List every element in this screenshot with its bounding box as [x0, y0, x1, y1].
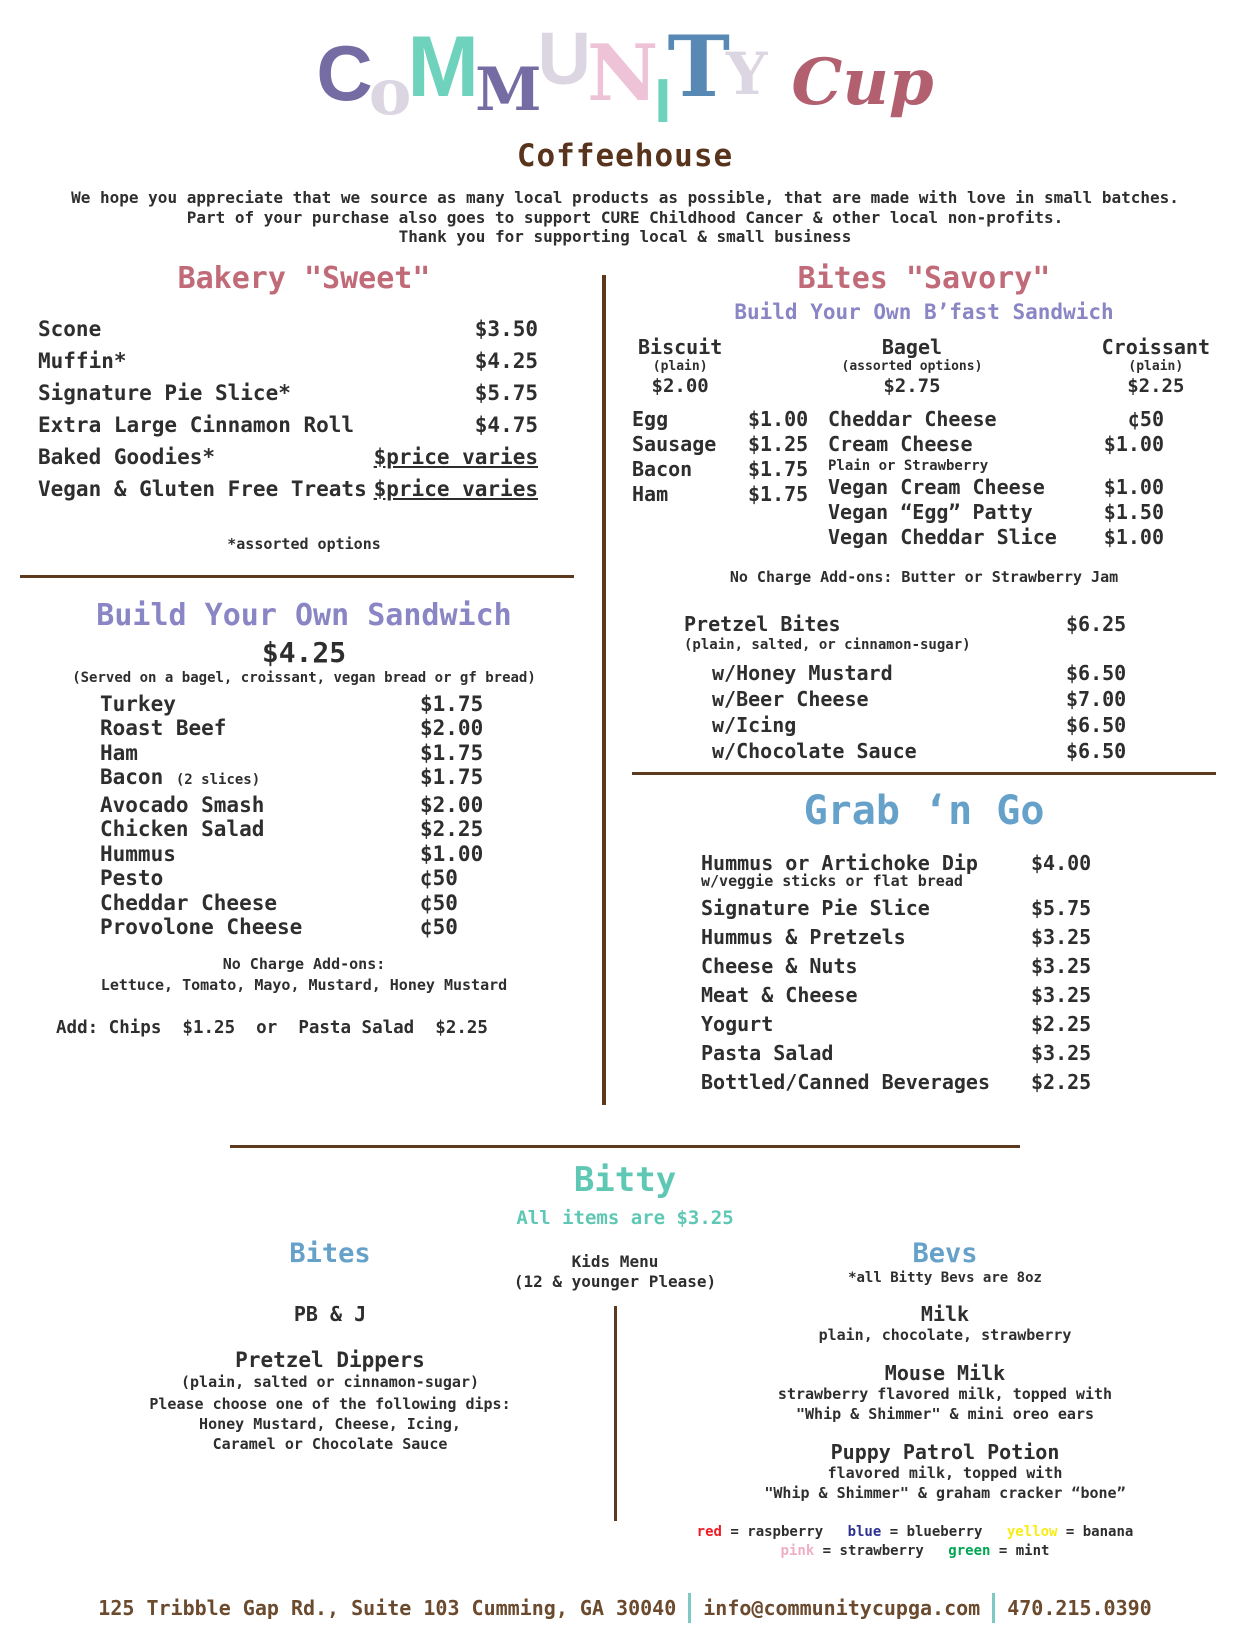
bread-note: (assorted options)	[841, 358, 983, 374]
bitty-kids-column	[505, 1238, 725, 1562]
menu-item	[34, 473, 574, 505]
item-name: Sausage	[632, 431, 717, 456]
bread-price: $2.75	[883, 374, 941, 397]
footer-separator	[688, 1593, 691, 1623]
color-word: yellow	[1006, 1524, 1058, 1540]
logo-subtitle: Coffeehouse	[516, 138, 734, 174]
bread-price: $2.25	[1127, 374, 1185, 397]
menu-item	[632, 482, 810, 507]
color-key-entry	[697, 1524, 823, 1540]
bread-option	[842, 335, 983, 397]
item-name: Puppy Patrol Potion	[830, 1440, 1060, 1464]
savory-addons	[632, 407, 1216, 550]
intro-line: Part of your purchase also goes to support CURE Childhood Cancer & other local non-profits.	[186, 207, 1064, 227]
item-price: $3.25	[1031, 924, 1092, 949]
item-name: Muffin*	[38, 348, 127, 373]
item-price: $1.00	[1103, 474, 1164, 499]
equals-sign: =	[881, 1524, 907, 1540]
menu-item	[701, 1039, 1093, 1068]
menu-item	[100, 842, 492, 867]
bakery-footnote: *assorted options	[227, 534, 381, 553]
item-note: Please choose one of the following dips:	[149, 1394, 511, 1413]
kids-menu-line: Kids Menu	[571, 1251, 659, 1271]
item-price: $price varies	[373, 476, 538, 501]
item-price: $2.25	[420, 817, 484, 841]
footer-separator	[992, 1593, 995, 1623]
item-price: $price varies	[373, 444, 538, 469]
item-price: $2.00	[420, 716, 484, 740]
menu-item	[34, 409, 574, 441]
phone: 470.215.0390	[1007, 1596, 1152, 1620]
item-name: w/Icing	[712, 712, 797, 737]
bitty-title: Bitty	[573, 1159, 677, 1200]
item-name: Mouse Milk	[884, 1361, 1006, 1385]
item-price: $5.75	[1031, 895, 1092, 920]
menu-item	[828, 407, 1164, 432]
bevs-note: *all Bitty Bevs are 8oz	[848, 1269, 1042, 1286]
flavor-name: banana	[1082, 1524, 1134, 1540]
item-price: ¢50	[420, 890, 458, 915]
menu-item	[701, 981, 1093, 1010]
bread-option	[1102, 335, 1210, 397]
flavor-name: raspberry	[747, 1524, 824, 1540]
menu-item	[701, 1068, 1093, 1097]
item-price: $4.25	[474, 348, 538, 373]
menu-item	[684, 612, 1128, 637]
flavor-name: strawberry	[839, 1543, 924, 1559]
item-price: $6.50	[1066, 660, 1127, 685]
flavor-name: blueberry	[906, 1524, 983, 1540]
logo-script-cup: Cup	[791, 45, 934, 120]
item-name: Baked Goodies*	[38, 444, 216, 469]
bev-item	[725, 1440, 1165, 1503]
color-word: red	[696, 1524, 722, 1540]
bread-note: (plain)	[652, 358, 708, 374]
item-note: w/veggie sticks or flat bread	[701, 871, 963, 890]
item-detail: (2 slices)	[175, 772, 261, 788]
item-price: $1.00	[420, 841, 484, 866]
item-name: Cheese & Nuts	[701, 953, 858, 978]
item-name: Cheddar Cheese	[828, 406, 997, 431]
menu-item	[34, 441, 574, 473]
menu-columns	[0, 261, 1250, 1105]
item-price: $5.75	[474, 380, 538, 405]
menu-item	[684, 660, 1128, 686]
menu-item	[828, 500, 1164, 525]
item-price: $3.25	[1031, 982, 1092, 1007]
item-price: $1.75	[748, 456, 809, 481]
item-price: ¢50	[420, 915, 458, 939]
color-key-line	[665, 1523, 1165, 1542]
equals-sign: =	[814, 1543, 840, 1559]
item-name: Egg	[632, 406, 669, 431]
intro-line: We hope you appreciate that we source as many local products as possible, that are made with love in small batches.	[71, 188, 1179, 207]
color-key-entry	[1007, 1524, 1133, 1540]
menu-item	[684, 738, 1128, 764]
menu-item	[828, 475, 1164, 500]
item-name: Cheddar Cheese	[100, 890, 278, 915]
no-charge-title: No Charge Add-ons:	[222, 954, 386, 973]
color-word: pink	[780, 1543, 815, 1559]
horizontal-divider	[230, 1145, 1020, 1148]
item-name: Bacon	[632, 456, 693, 481]
item-name: Pretzel Bites	[684, 611, 841, 636]
menu-item	[100, 891, 492, 916]
item-name: Ham	[632, 481, 669, 506]
bev-item	[725, 1302, 1165, 1346]
left-column	[34, 261, 574, 1105]
item-name: w/Honey Mustard	[712, 660, 893, 685]
bitty-columns	[0, 1238, 1250, 1562]
item-price: $3.25	[1031, 1040, 1092, 1065]
right-column	[632, 261, 1216, 1105]
item-note: Honey Mustard, Cheese, Icing,	[199, 1414, 461, 1433]
item-name: Milk	[920, 1301, 970, 1326]
item-name: Meat & Cheese	[701, 982, 858, 1007]
bread-option	[638, 335, 722, 397]
color-key-entry	[781, 1543, 924, 1559]
section-bites-savory	[632, 261, 1216, 764]
grab-n-go-title: Grab ‘n Go	[803, 787, 1045, 834]
item-description: "Whip & Shimmer" & graham cracker “bone”	[764, 1483, 1126, 1502]
intro-line: Thank you for supporting local & small business	[398, 227, 852, 246]
item-price: $1.00	[1103, 524, 1164, 549]
item-note: Caramel or Chocolate Sauce	[212, 1434, 448, 1453]
item-note: (plain, salted, or cinnamon-sugar)	[684, 636, 971, 653]
bitty-bites-title: Bites	[289, 1237, 371, 1269]
logo-letter: M	[475, 55, 542, 125]
item-name: Hummus	[100, 841, 176, 866]
item-description: flavored milk, topped with	[827, 1464, 1063, 1482]
item-name: Turkey	[100, 691, 176, 716]
menu-item	[684, 686, 1128, 712]
item-name: Pesto	[100, 866, 164, 890]
color-key-entry	[948, 1543, 1049, 1559]
equals-sign: =	[1057, 1524, 1083, 1540]
item-name: Signature Pie Slice*	[38, 380, 291, 405]
menu-item	[828, 432, 1164, 457]
bev-item	[725, 1361, 1165, 1424]
protein-list	[632, 407, 810, 550]
bakery-list	[34, 313, 574, 505]
pretzel-variants	[684, 660, 1128, 764]
item-price: $1.00	[748, 406, 809, 431]
color-word: blue	[847, 1524, 882, 1540]
menu-item	[100, 793, 492, 818]
byo-title: Build Your Own Sandwich	[96, 597, 512, 633]
item-price: $1.75	[420, 765, 484, 789]
menu-item	[632, 432, 810, 457]
menu-item	[701, 894, 1093, 923]
equals-sign: =	[721, 1524, 748, 1540]
item-name: Scone	[38, 316, 102, 341]
item-name: Provolone Cheese	[100, 915, 303, 939]
cheese-list	[828, 407, 1216, 550]
kids-menu-label	[505, 1252, 725, 1292]
bread-name: Biscuit	[638, 334, 723, 359]
item-price: $3.50	[474, 316, 538, 341]
section-bitty	[0, 1160, 1250, 1562]
intro-text	[0, 188, 1250, 247]
item-name: Bacon	[100, 765, 164, 789]
logo-letter: M	[407, 19, 480, 115]
email: info@communitycupga.com	[703, 1596, 981, 1620]
item-price: $6.50	[1066, 738, 1127, 763]
item-name: Vegan & Gluten Free Treats	[38, 476, 367, 501]
savory-title: Bites "Savory"	[797, 260, 1051, 296]
bread-name: Croissant	[1101, 334, 1210, 359]
byo-note: (Served on a bagel, croissant, vegan bread or gf bread)	[72, 669, 536, 686]
menu-item	[34, 345, 574, 377]
item-price: $6.25	[1066, 611, 1127, 636]
kids-menu-line: (12 & younger Please)	[513, 1271, 717, 1291]
menu-item	[100, 741, 492, 766]
item-price: $1.25	[748, 431, 809, 456]
item-name: Roast Beef	[100, 716, 227, 740]
logo-letter: N	[586, 28, 659, 119]
menu-item: PB & J	[293, 1301, 367, 1326]
item-name: w/Chocolate Sauce	[712, 738, 917, 763]
item-note: (plain, salted or cinnamon-sugar)	[180, 1372, 479, 1391]
item-name: Extra Large Cinnamon Roll	[38, 412, 355, 437]
menu-item	[701, 1010, 1093, 1039]
item-name: Hummus & Pretzels	[701, 924, 906, 949]
item-name: Vegan “Egg” Patty	[828, 499, 1033, 524]
vertical-divider	[602, 275, 606, 1105]
item-name: Hummus or Artichoke Dip	[701, 850, 978, 875]
item-price: $3.25	[1031, 953, 1092, 978]
color-key-line	[665, 1542, 1165, 1561]
logo	[0, 0, 1250, 138]
item-name: Vegan Cream Cheese	[828, 474, 1045, 499]
horizontal-divider	[20, 575, 574, 578]
item-price: $2.00	[420, 792, 484, 817]
menu-item	[100, 817, 492, 842]
item-name: Chicken Salad	[100, 817, 265, 841]
equals-sign: =	[990, 1543, 1016, 1559]
savory-subtitle: Build Your Own B’fast Sandwich	[734, 299, 1114, 324]
item-name: Yogurt	[701, 1011, 774, 1036]
item-note: Plain or Strawberry	[828, 457, 989, 474]
byo-base-price: $4.25	[261, 635, 347, 669]
item-description: "Whip & Shimmer" & mini oreo ears	[795, 1404, 1094, 1423]
logo-letter: T	[667, 17, 730, 116]
horizontal-divider	[632, 772, 1216, 775]
savory-no-charge: No Charge Add-ons: Butter or Strawberry Jam	[729, 567, 1119, 586]
item-price: ¢50	[420, 866, 458, 890]
footer	[0, 1593, 1250, 1623]
bread-note: (plain)	[1128, 358, 1184, 374]
bitty-bevs-column	[696, 1237, 1195, 1562]
menu-item	[100, 716, 492, 741]
byo-no-charge	[34, 954, 574, 996]
bakery-title: Bakery "Sweet"	[177, 260, 431, 296]
menu-item	[100, 692, 492, 717]
header	[0, 0, 1250, 247]
menu-item: Pretzel Dippers	[235, 1347, 425, 1372]
item-price: $1.75	[420, 691, 484, 716]
menu-item	[684, 712, 1128, 738]
logo-letter: C	[316, 29, 373, 117]
item-name: w/Beer Cheese	[712, 686, 869, 711]
byo-add-line: Add: Chips $1.25 or Pasta Salad $2.25	[56, 1017, 488, 1038]
item-name: Ham	[100, 740, 138, 765]
menu-item	[828, 525, 1164, 550]
logo-letter: Y	[725, 40, 768, 108]
menu-item	[701, 952, 1093, 981]
section-bakery-sweet	[34, 261, 574, 553]
byo-list	[100, 692, 492, 940]
menu-item	[632, 457, 810, 482]
section-grab-n-go	[632, 787, 1216, 1097]
logo-letter: U	[537, 17, 591, 100]
item-name: Signature Pie Slice	[701, 895, 930, 920]
menu-item	[34, 377, 574, 409]
bitty-bevs-title: Bevs	[912, 1237, 978, 1269]
pretzel-bites-block	[684, 612, 1128, 764]
item-name: Avocado Smash	[100, 792, 265, 817]
logo-letter: o	[368, 55, 412, 130]
bitty-subtitle: All items are $3.25	[516, 1206, 734, 1229]
color-word: green	[948, 1543, 991, 1559]
bread-options	[632, 335, 1216, 397]
bitty-bites-column	[55, 1238, 525, 1562]
section-build-your-own-sandwich	[34, 598, 574, 1038]
flavor-color-key	[665, 1523, 1165, 1561]
menu-item	[100, 765, 492, 793]
no-charge-items: Lettuce, Tomato, Mayo, Mustard, Honey Mustard	[100, 975, 508, 994]
menu-item	[701, 923, 1093, 952]
item-price: $7.00	[1066, 686, 1127, 711]
item-price: $4.00	[1031, 850, 1092, 875]
item-price: $1.50	[1103, 499, 1164, 524]
menu-item	[632, 407, 810, 432]
item-description: plain, chocolate, strawberry	[818, 1325, 1072, 1344]
menu-item	[100, 866, 492, 891]
item-name: Vegan Cheddar Slice	[828, 524, 1057, 549]
item-price: $1.75	[420, 740, 484, 765]
item-price: $6.50	[1066, 712, 1127, 737]
item-price: $1.00	[1103, 431, 1164, 456]
color-key-entry	[848, 1524, 983, 1540]
item-price: ¢50	[1127, 406, 1164, 431]
item-description: strawberry flavored milk, topped with	[777, 1385, 1113, 1403]
item-name: Pasta Salad	[701, 1040, 834, 1065]
item-name: Cream Cheese	[828, 431, 973, 456]
item-price: $4.75	[474, 412, 538, 437]
bread-price: $2.00	[651, 374, 709, 397]
item-price: $1.75	[748, 481, 809, 506]
address: 125 Tribble Gap Rd., Suite 103 Cumming, GA 30040	[98, 1596, 677, 1620]
logo-letter: I	[654, 67, 672, 136]
grab-n-go-list	[701, 849, 1093, 1097]
menu-item	[100, 915, 492, 940]
vertical-divider	[614, 1306, 617, 1521]
menu-item	[34, 313, 574, 345]
item-name: Bottled/Canned Beverages	[701, 1069, 990, 1094]
bread-name: Bagel	[881, 334, 943, 359]
flavor-name: mint	[1015, 1543, 1050, 1559]
item-price: $2.25	[1031, 1069, 1092, 1094]
item-price: $2.25	[1031, 1011, 1092, 1036]
